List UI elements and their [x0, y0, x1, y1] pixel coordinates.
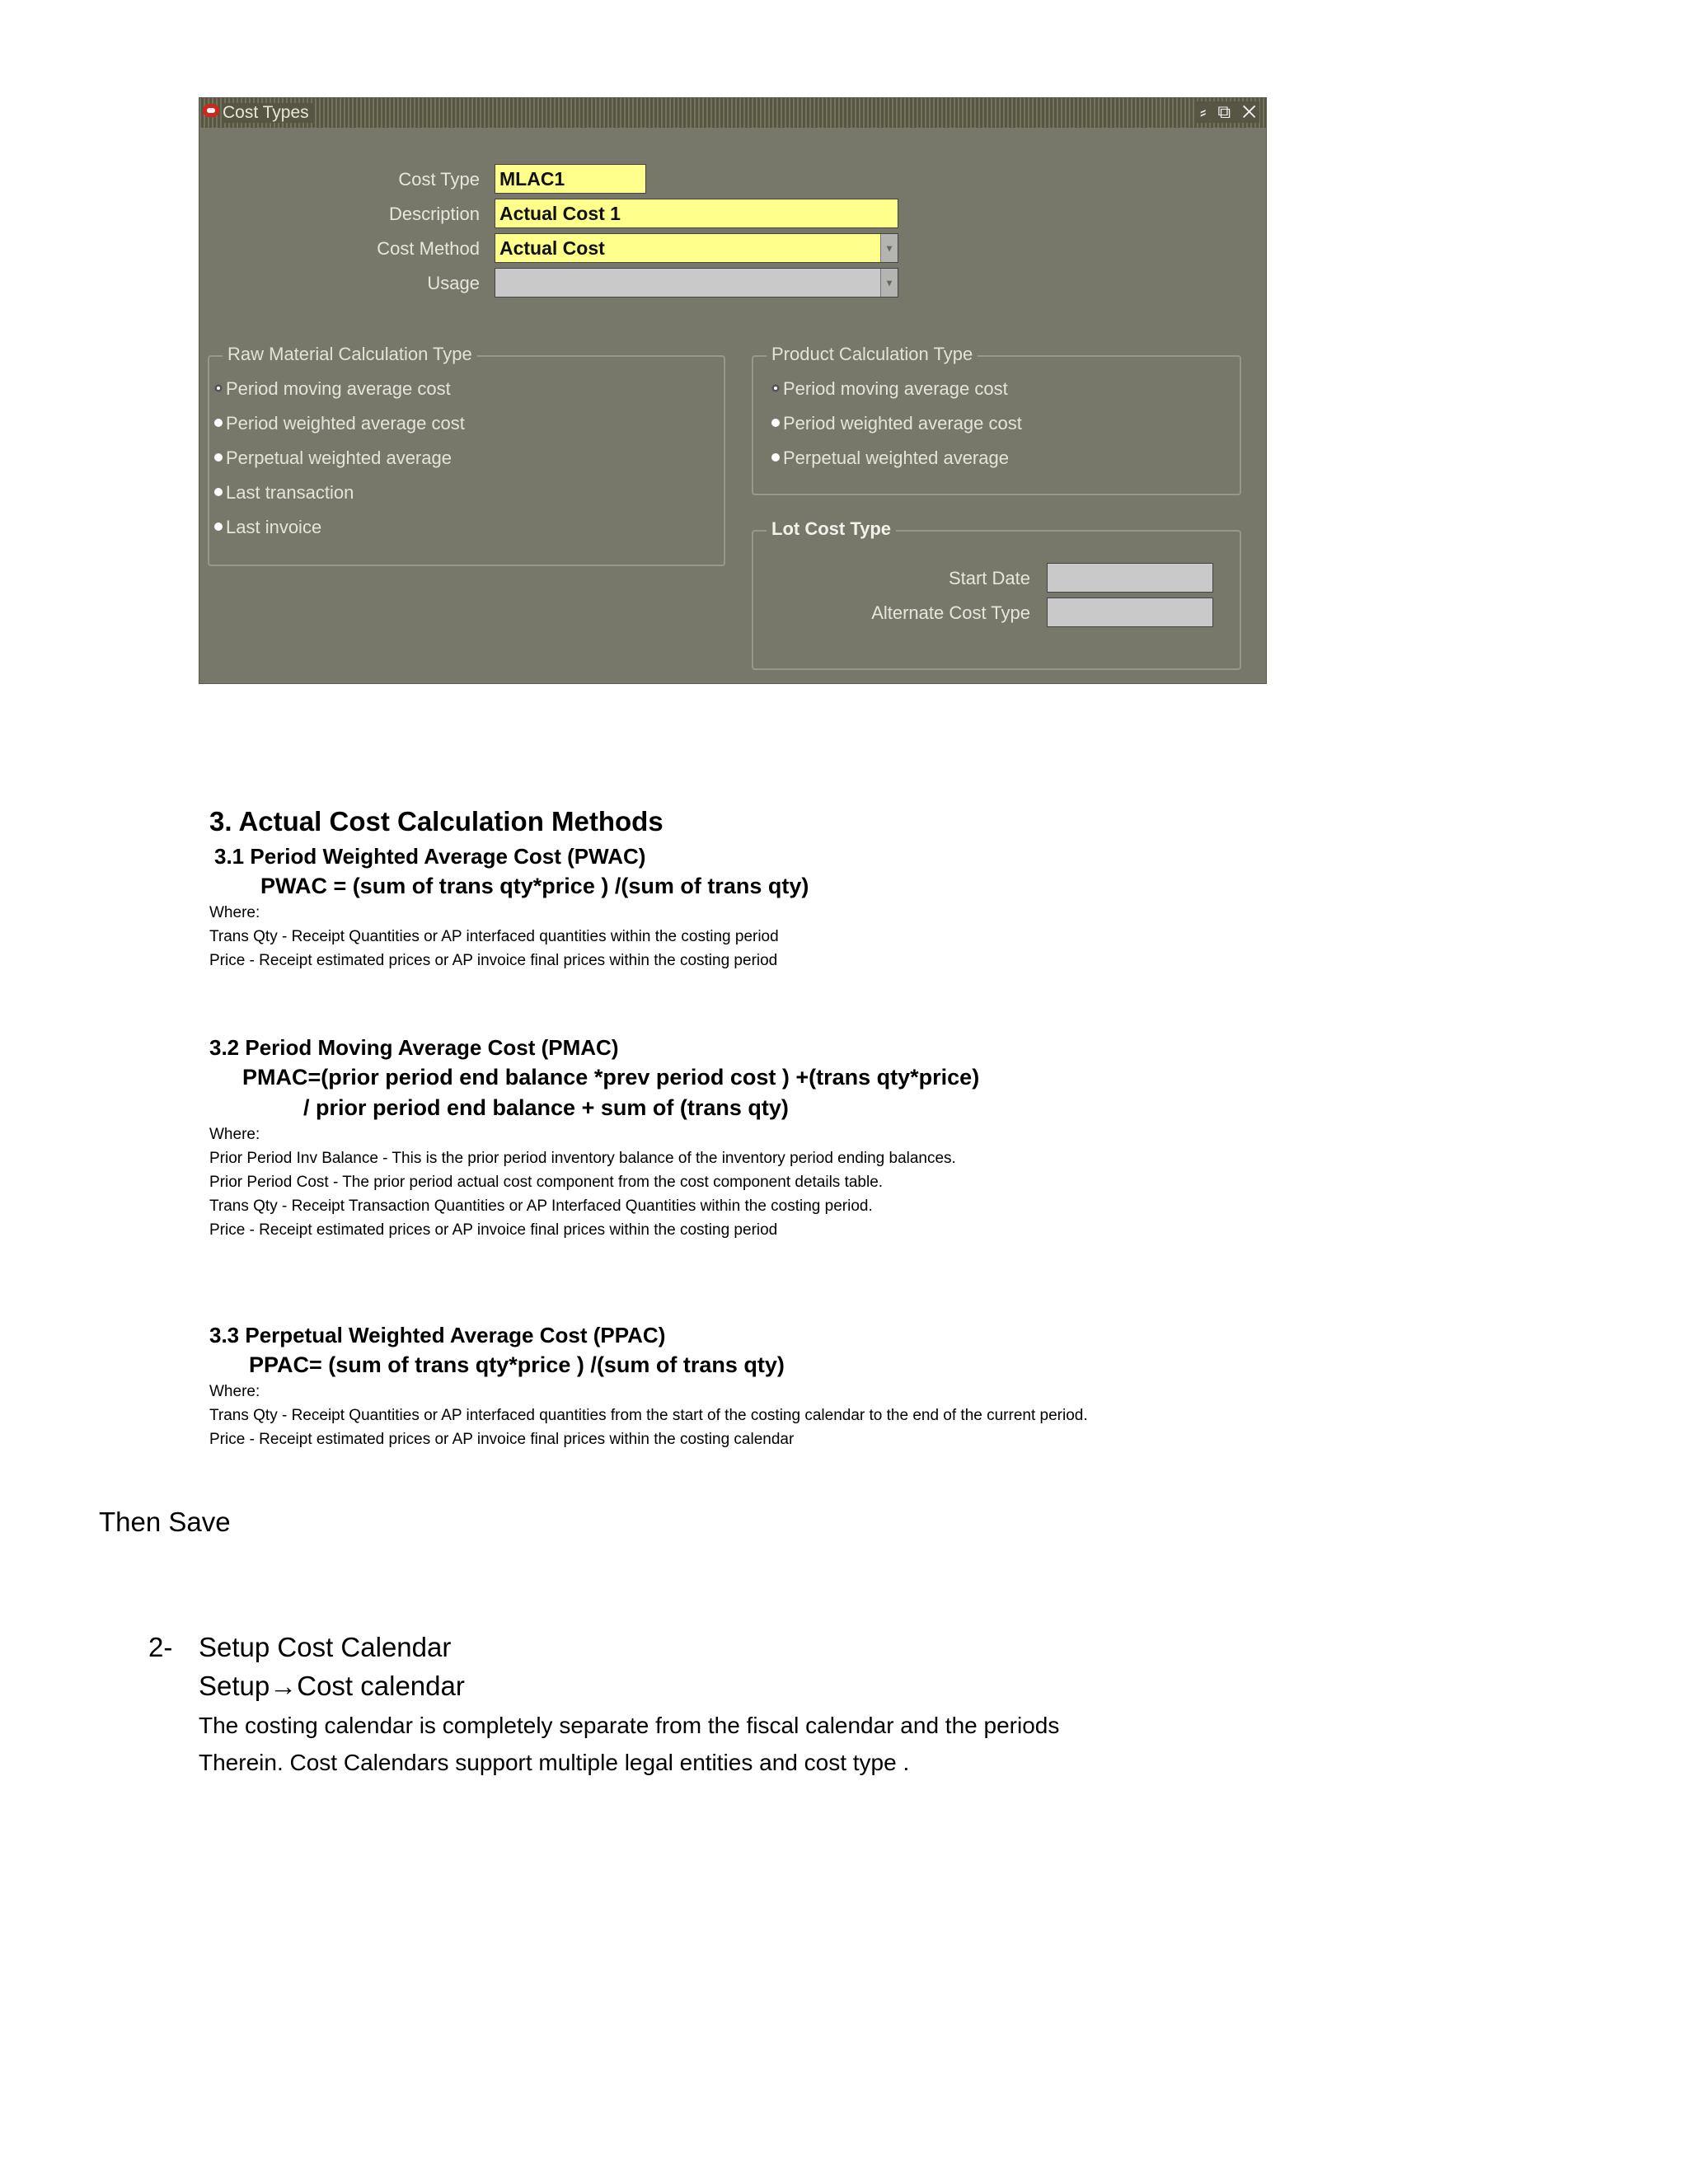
pwac-formula: PWAC = (sum of trans qty*price ) /(sum of trans qty): [260, 874, 809, 898]
pmac-line: Prior Period Inv Balance - This is the prior period inventory balance of the inventory period ending balances.: [209, 1150, 956, 1167]
pmac-line: Price - Receipt estimated prices or AP invoice final prices within the costing period: [209, 1221, 778, 1239]
start-date-label: Start Date: [948, 568, 1030, 588]
radio-selected-icon: [214, 384, 223, 392]
ppac-heading: 3.3 Perpetual Weighted Average Cost (PPAC): [209, 1323, 666, 1347]
menu-path-end: Cost calendar: [297, 1671, 465, 1701]
product-radio-period-moving[interactable]: Period moving average cost: [771, 378, 1008, 400]
then-save-text: Then Save: [99, 1507, 231, 1537]
description-field[interactable]: Actual Cost 1: [495, 199, 898, 228]
window-title: Cost Types: [223, 103, 314, 123]
ppac-line: Trans Qty - Receipt Quantities or AP interfaced quantities from the start of the costing calendar to the end of the current period.: [209, 1407, 1088, 1424]
product-title: Product Calculation Type: [767, 344, 978, 365]
radio-icon: [771, 453, 780, 462]
calendar-paragraph-line1: The costing calendar is completely separate from the fiscal calendar and the periods: [199, 1713, 1060, 1738]
calendar-paragraph-line2: Therein. Cost Calendars support multiple legal entities and cost type .: [199, 1750, 910, 1775]
product-radio-perpetual-weighted[interactable]: Perpetual weighted average: [771, 448, 1009, 469]
description-label: Description: [388, 204, 480, 224]
cost-type-label: Cost Type: [398, 169, 480, 190]
pwac-heading: 3.1 Period Weighted Average Cost (PWAC): [214, 844, 646, 869]
raw-radio-perpetual-weighted[interactable]: Perpetual weighted average: [214, 448, 452, 469]
menu-path: [199, 1671, 465, 1702]
chevron-down-icon[interactable]: ▾: [880, 234, 898, 262]
menu-path-start: Setup: [199, 1671, 270, 1701]
cost-method-select[interactable]: [495, 233, 898, 263]
arrow-right-icon: →: [270, 1671, 298, 1701]
cost-method-label: Cost Method: [377, 238, 480, 259]
alternate-cost-type-field[interactable]: [1047, 598, 1213, 627]
cost-method-value: Actual Cost: [499, 237, 605, 259]
methods-heading: 3. Actual Cost Calculation Methods: [209, 806, 663, 837]
lot-cost-group: [752, 518, 1241, 670]
pmac-formula-line2: / prior period end balance + sum of (trans qty): [303, 1095, 789, 1120]
step-title: Setup Cost Calendar: [199, 1632, 452, 1662]
radio-icon: [214, 523, 223, 531]
raw-material-group: [208, 344, 725, 566]
cost-type-field[interactable]: MLAC1: [495, 164, 646, 194]
alternate-cost-type-label: Alternate Cost Type: [871, 602, 1030, 623]
radio-icon: [214, 453, 223, 462]
pmac-line: Trans Qty - Receipt Transaction Quantities or AP Interfaced Quantities within the costing period.: [209, 1197, 873, 1215]
window-titlebar[interactable]: [199, 98, 1266, 128]
radio-icon: [214, 488, 223, 496]
usage-label: Usage: [427, 273, 480, 293]
ppac-line: Price - Receipt estimated prices or AP invoice final prices within the costing calendar: [209, 1431, 795, 1448]
window-controls-icon[interactable]: ⸗ ⧉ ✕: [1195, 101, 1259, 123]
pmac-where: Where:: [209, 1126, 260, 1143]
chevron-down-icon[interactable]: ▾: [880, 269, 898, 297]
raw-radio-period-moving[interactable]: Period moving average cost: [214, 378, 451, 400]
pmac-line: Prior Period Cost - The prior period actual cost component from the cost component details table.: [209, 1174, 884, 1191]
oracle-logo-icon: [203, 104, 219, 117]
usage-select[interactable]: [495, 268, 898, 298]
raw-material-title: Raw Material Calculation Type: [223, 344, 477, 365]
radio-selected-icon: [771, 384, 780, 392]
product-group: [752, 344, 1241, 495]
raw-radio-last-invoice[interactable]: Last invoice: [214, 517, 321, 538]
ppac-formula: PPAC= (sum of trans qty*price ) /(sum of trans qty): [249, 1352, 785, 1377]
raw-radio-last-transaction[interactable]: Last transaction: [214, 482, 354, 504]
step-number: 2-: [148, 1632, 173, 1662]
lot-cost-title: Lot Cost Type: [767, 518, 896, 540]
cost-types-window: [199, 97, 1267, 684]
radio-icon: [771, 419, 780, 427]
pmac-formula-line1: PMAC=(prior period end balance *prev period cost ) +(trans qty*price): [242, 1065, 980, 1090]
pwac-line: Trans Qty - Receipt Quantities or AP interfaced quantities within the costing period: [209, 928, 779, 945]
product-radio-period-weighted[interactable]: Period weighted average cost: [771, 413, 1022, 434]
start-date-field[interactable]: [1047, 563, 1213, 593]
raw-radio-period-weighted[interactable]: Period weighted average cost: [214, 413, 465, 434]
ppac-where: Where:: [209, 1383, 260, 1400]
pmac-heading: 3.2 Period Moving Average Cost (PMAC): [209, 1035, 619, 1060]
pwac-where: Where:: [209, 904, 260, 921]
pwac-line: Price - Receipt estimated prices or AP invoice final prices within the costing period: [209, 952, 778, 969]
radio-icon: [214, 419, 223, 427]
